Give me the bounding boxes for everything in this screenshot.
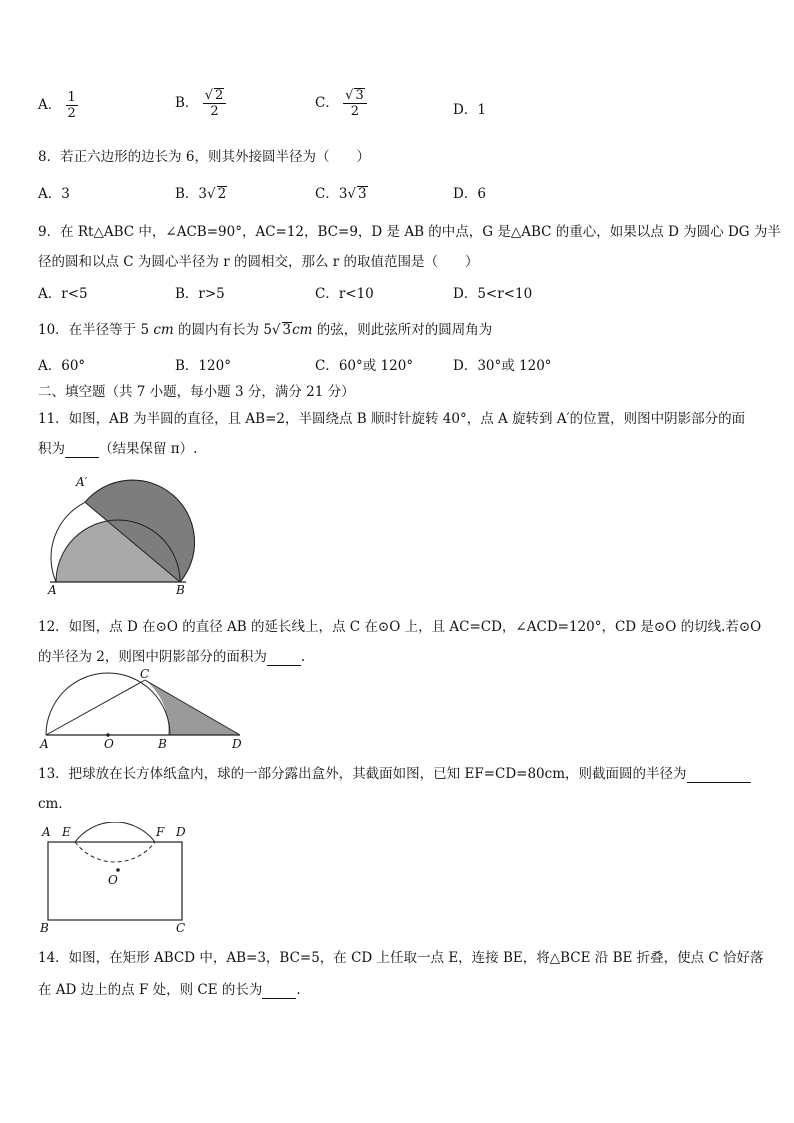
q13-label-b: B bbox=[40, 921, 49, 935]
q14-line2: 在 AD 边上的点 F 处，则 CE 的长为 . bbox=[38, 982, 301, 998]
q13-figure bbox=[38, 822, 198, 936]
q9-line2: 径的圆和以点 C 为圆心半径为 r 的圆相交，那么 r 的取值范围是（ ） bbox=[38, 254, 479, 270]
q12-line1: 12．如图，点 D 在⊙O 的直径 AB 的延长线上，点 C 在⊙O 上，且 AC=CD，∠ACD=120°，CD 是⊙O 的切线.若⊙O bbox=[38, 619, 762, 635]
q7-b-fraction: $\frac{√ 2}{2}$ bbox=[203, 88, 227, 119]
q12-label-a: A bbox=[40, 737, 49, 751]
q13-label-e: E bbox=[62, 825, 71, 839]
q10-option-b: B．120° bbox=[175, 358, 231, 374]
q9-option-b: B．r>5 bbox=[175, 286, 225, 302]
q12-label-c: C bbox=[140, 668, 150, 681]
q14-line1: 14．如图，在矩形 ABCD 中，AB=3，BC=5，在 CD 上任取一点 E，连接 BE，将△BCE 沿 BE 折叠，使点 C 恰好落 bbox=[38, 950, 764, 966]
q7-a-fraction: $\frac{1}{2}$ bbox=[67, 90, 76, 121]
q11-line1: 11．如图，AB 为半圆的直径，且 AB=2，半圆绕点 B 顺时针旋转 40°，点 A 旋转到 A′的位置，则图中阴影部分的面 bbox=[38, 411, 746, 427]
answer-blank bbox=[267, 649, 301, 666]
q7-option-c: C． $\frac{√ 3}{2}$ bbox=[315, 88, 367, 119]
q8-option-b: B．3√ 2 bbox=[175, 186, 227, 202]
q13-line2: cm． bbox=[38, 796, 72, 812]
q13-line1: 13．把球放在长方体纸盒内，球的一部分露出盒外，其截面如图，已知 EF=CD=80cm，则截面圆的半径为 bbox=[38, 762, 751, 783]
q13-label-c: C bbox=[176, 921, 186, 935]
q9-line1: 9．在 Rt△ABC 中，∠ACB=90°，AC=12，BC=9，D 是 AB 的中点，G 是△ABC 的重心，如果以点 D 为圆心 DG 为半 bbox=[38, 224, 781, 240]
q9-option-d: D．5<r<10 bbox=[453, 286, 533, 302]
q11-figure bbox=[38, 470, 218, 598]
q13-label-o: O bbox=[108, 873, 118, 887]
q12-line2: 的半径为 2，则图中阴影部分的面积为 . bbox=[38, 649, 306, 665]
q12-label-o: O bbox=[104, 737, 114, 751]
q12-label-d: D bbox=[232, 737, 242, 751]
q10-option-a: A．60° bbox=[38, 358, 86, 374]
q7-option-a: A． $\frac{1}{2}$ bbox=[38, 90, 76, 121]
q12-label-b: B bbox=[158, 737, 167, 751]
q13-label-f: F bbox=[156, 825, 165, 839]
q13-label-a: A bbox=[42, 825, 51, 839]
q11-line2: 积为 （结果保留 π）. bbox=[38, 441, 198, 457]
q7-option-b: B． $\frac{√ 2}{2}$ bbox=[175, 88, 226, 119]
q11-label-ap: A′ bbox=[76, 475, 88, 489]
q13-label-d: D bbox=[176, 825, 186, 839]
section-title: 二、填空题（共 7 小题，每小题 3 分，满分 21 分） bbox=[38, 384, 355, 400]
q11-label-a: A bbox=[48, 583, 57, 597]
q8-stem: 8．若正六边形的边长为 6，则其外接圆半径为（ ） bbox=[38, 149, 370, 165]
q8-option-a: A．3 bbox=[38, 186, 70, 202]
q10-option-c: C．60°或 120° bbox=[315, 358, 414, 374]
q9-option-c: C．r<10 bbox=[315, 286, 374, 302]
answer-blank bbox=[65, 441, 99, 458]
q9-option-a: A．r<5 bbox=[38, 286, 88, 302]
answer-blank bbox=[687, 766, 751, 783]
q10-option-d: D．30°或 120° bbox=[453, 358, 552, 374]
q12-figure bbox=[38, 668, 248, 752]
q11-label-b: B bbox=[176, 583, 185, 597]
q8-option-d: D．6 bbox=[453, 186, 486, 202]
q10-stem: 10．在半径等于 5 cm 的圆内有长为 5√ 3cm 的弦，则此弦所对的圆周角为 bbox=[38, 322, 493, 338]
answer-blank bbox=[262, 982, 296, 999]
q7-c-fraction: $\frac{√ 3}{2}$ bbox=[343, 88, 367, 119]
q7-option-d: D．1 bbox=[453, 102, 486, 118]
q8-option-c: C．3√ 3 bbox=[315, 186, 367, 202]
